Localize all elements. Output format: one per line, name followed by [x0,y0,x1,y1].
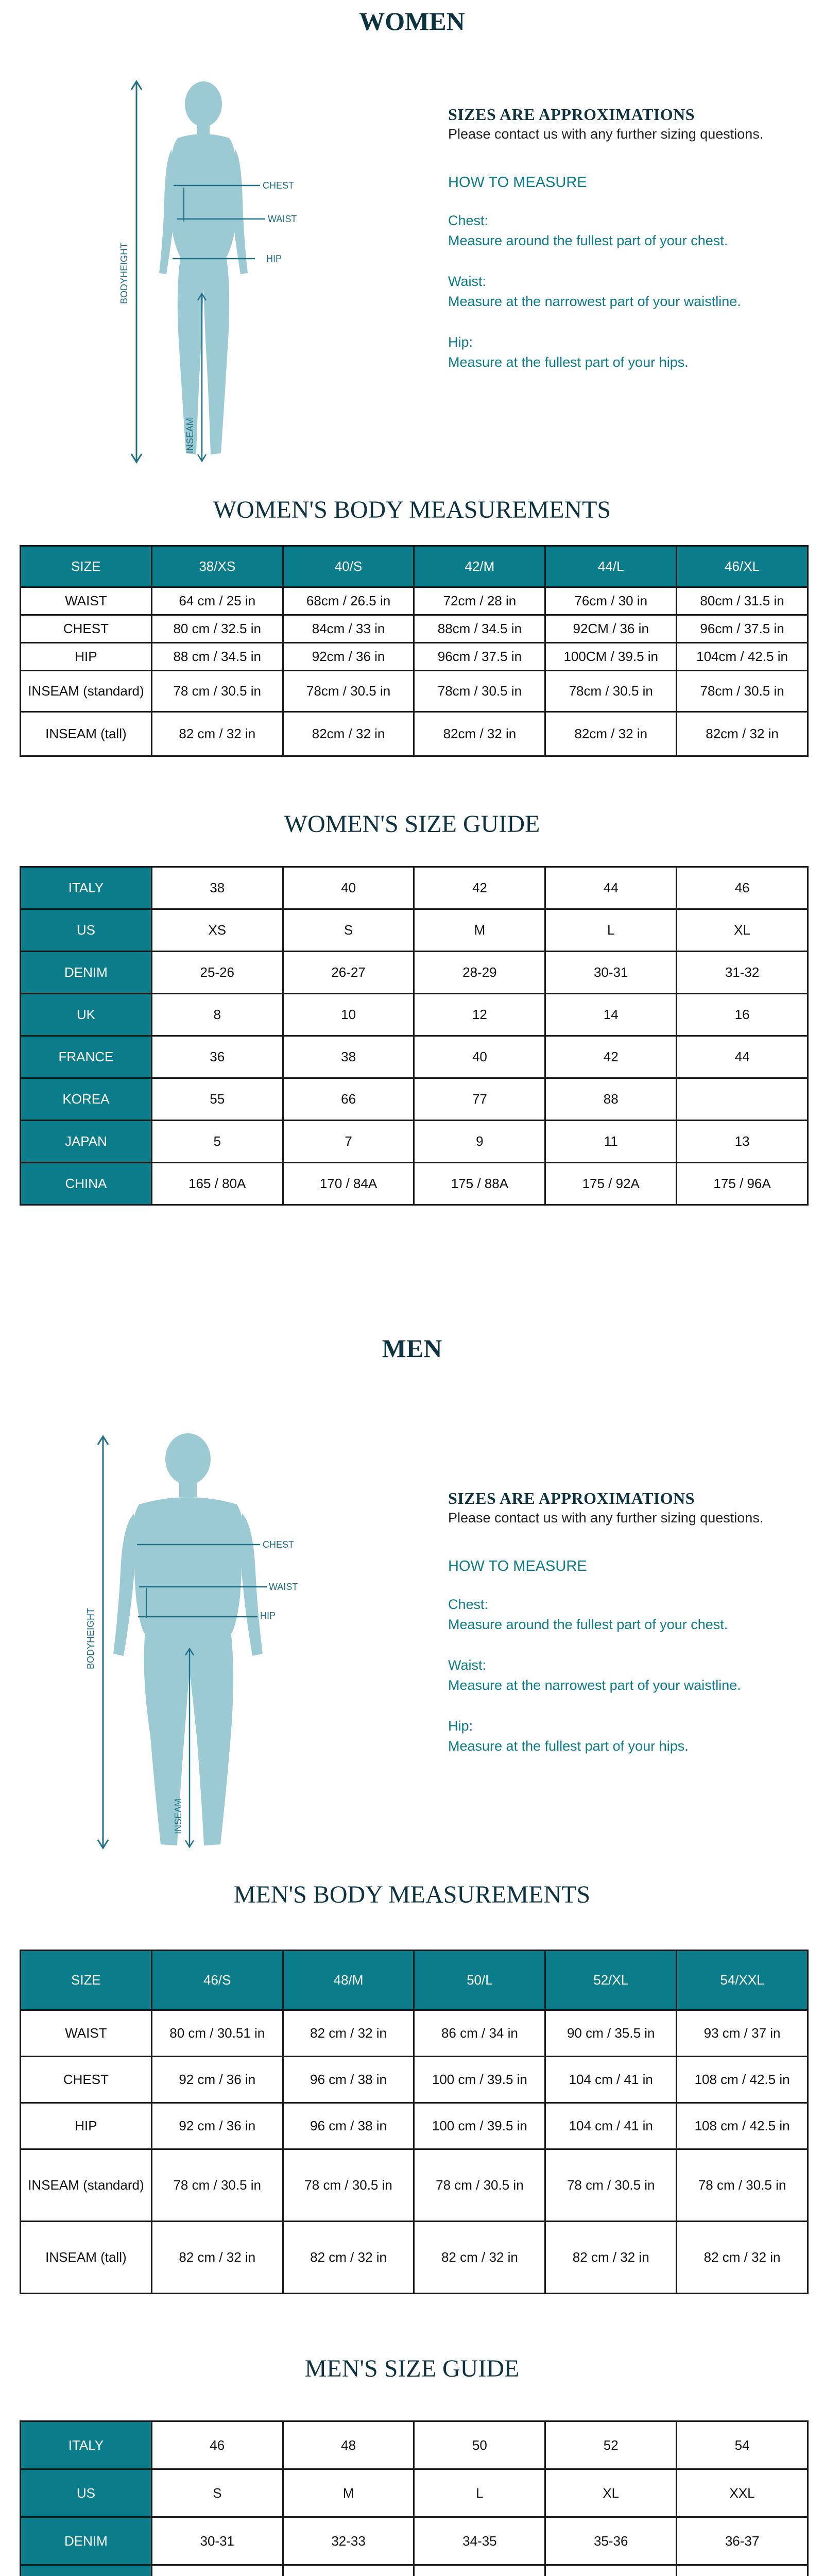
table-cell: 9 [414,1121,545,1163]
table-cell: 86 cm / 34 in [414,2010,545,2057]
men-chest-label: CHEST [263,1539,295,1550]
table-row [21,615,808,643]
men-hip-label: HIP [260,1611,276,1621]
row-label: INSEAM (standard) [21,671,152,712]
table-row [21,643,808,671]
table-cell: 170 / 84A [283,1163,414,1205]
table-header-row [21,546,808,587]
table-cell: 82 cm / 32 in [545,2222,677,2294]
table-cell: 55 [151,1078,283,1121]
table-cell: 82cm / 32 in [283,712,414,756]
table-cell [545,2565,677,2576]
table-cell: 40 [414,1036,545,1078]
header-cell: 40/S [283,546,414,587]
table-cell: 82 cm / 32 in [151,2222,283,2294]
table-cell: 11 [545,1121,677,1163]
row-label: DENIM [21,2517,152,2565]
header-cell: 42/M [414,546,545,587]
men-inseam-label: INSEAM [173,1798,183,1834]
table-cell: 50 [414,2421,545,2469]
table-cell: 78cm / 30.5 in [677,671,808,712]
table-row [21,1078,808,1121]
row-label: CHEST [21,615,152,643]
row-label: INSEAM (standard) [21,2149,152,2222]
women-chest-desc: Measure around the fullest part of your chest. [448,233,728,248]
row-label: HIP [21,2103,152,2149]
table-cell: 92 cm / 36 in [151,2057,283,2103]
table-cell: 175 / 96A [677,1163,808,1205]
men-body-title: MEN'S BODY MEASUREMENTS [233,1881,591,1908]
table-cell: 78 cm / 30.5 in [283,2149,414,2222]
row-label: INSEAM (tall) [21,2222,152,2294]
men-contact-text: Please contact us with any further sizing questions. [448,1510,764,1526]
table-cell: XL [677,909,808,952]
table-cell: 48 [283,2421,414,2469]
table-cell: M [283,2469,414,2517]
table-row [21,2057,808,2103]
table-cell [283,2565,414,2576]
table-row [21,1121,808,1163]
table-cell: 92CM / 36 in [545,615,677,643]
men-body-table [20,1950,809,2294]
table-cell: 96cm / 37.5 in [414,643,545,671]
row-label: KOREA [21,1078,152,1121]
table-cell: L [545,909,677,952]
table-cell: 84cm / 33 in [283,615,414,643]
table-cell: 104 cm / 41 in [545,2103,677,2149]
men-guide-title: MEN'S SIZE GUIDE [304,2355,520,2382]
header-cell: 52/XL [545,1951,677,2010]
table-row [21,994,808,1036]
table-cell [677,1078,808,1121]
men-body-figure [82,1427,324,1855]
table-cell: 34-35 [414,2517,545,2565]
table-cell: 92 cm / 36 in [151,2103,283,2149]
header-cell: 54/XXL [677,1951,808,2010]
women-waist-desc: Measure at the narrowest part of your waistline. [448,294,741,309]
table-cell: 165 / 80A [151,1163,283,1205]
women-hip-desc: Measure at the fullest part of your hips. [448,354,689,370]
table-cell: 93 cm / 37 in [677,2010,808,2057]
women-body-table [20,545,809,757]
women-chest-heading: Chest: [448,213,489,228]
table-cell: M [414,909,545,952]
table-cell: 30-31 [545,952,677,994]
table-header-row [21,1951,808,2010]
table-cell: 64 cm / 25 in [151,587,283,615]
women-guide-title: WOMEN'S SIZE GUIDE [284,810,540,838]
table-cell: 14 [545,994,677,1036]
table-row [21,2421,808,2469]
table-cell: 38 [283,1036,414,1078]
row-label: UK [21,994,152,1036]
table-cell: 78cm / 30.5 in [283,671,414,712]
table-cell: 82 cm / 32 in [283,2010,414,2057]
table-row [21,2565,808,2576]
table-cell: 32-33 [283,2517,414,2565]
row-label: DENIM [21,952,152,994]
women-approx-heading: SIZES ARE APPROXIMATIONS [448,105,695,124]
table-cell: 88 [545,1078,677,1121]
row-label: WAIST [21,587,152,615]
table-row [21,1036,808,1078]
table-row [21,1163,808,1205]
women-inseam-label: INSEAM [185,417,195,453]
table-row [21,952,808,994]
table-cell: 52 [545,2421,677,2469]
women-how-to-measure: HOW TO MEASURE [448,174,587,191]
women-chest-label: CHEST [263,180,295,191]
table-cell: 16 [677,994,808,1036]
table-cell: 78 cm / 30.5 in [151,671,283,712]
women-contact-text: Please contact us with any further sizing questions. [448,126,764,142]
table-cell: 100CM / 39.5 in [545,643,677,671]
table-cell: 108 cm / 42.5 in [677,2103,808,2149]
table-cell: 44 [545,867,677,909]
men-waist-heading: Waist: [448,1657,486,1673]
table-row [21,867,808,909]
men-hip-heading: Hip: [448,1718,473,1734]
row-label: CHINA [21,1163,152,1205]
header-cell: 50/L [414,1951,545,2010]
table-cell: 77 [414,1078,545,1121]
table-cell: 36-37 [677,2517,808,2565]
table-cell: 108 cm / 42.5 in [677,2057,808,2103]
table-cell: 31-32 [677,952,808,994]
table-row [21,2010,808,2057]
table-cell: XL [545,2469,677,2517]
table-cell: 13 [677,1121,808,1163]
table-cell: XXL [677,2469,808,2517]
table-cell: 175 / 88A [414,1163,545,1205]
table-cell: 88cm / 34.5 in [414,615,545,643]
men-bodyheight-label: BODYHEIGHT [85,1607,96,1669]
table-cell: 82 cm / 32 in [283,2222,414,2294]
table-cell: 68cm / 26.5 in [283,587,414,615]
table-cell: 92cm / 36 in [283,643,414,671]
table-cell: 42 [545,1036,677,1078]
table-cell: 40 [283,867,414,909]
table-cell: XS [151,909,283,952]
table-cell: 96 cm / 38 in [283,2103,414,2149]
table-cell: 80cm / 31.5 in [677,587,808,615]
table-cell: 90 cm / 35.5 in [545,2010,677,2057]
women-body-title: WOMEN'S BODY MEASUREMENTS [213,496,611,523]
table-cell: 100 cm / 39.5 in [414,2103,545,2149]
row-label: JAPAN [21,1121,152,1163]
row-label: ITALY [21,2421,152,2469]
table-cell: 96cm / 37.5 in [677,615,808,643]
table-cell: 42 [414,867,545,909]
table-cell: 76cm / 30 in [545,587,677,615]
women-waist-heading: Waist: [448,274,486,289]
table-row [21,671,808,712]
table-cell: 82cm / 32 in [414,712,545,756]
table-cell: 82cm / 32 in [677,712,808,756]
table-cell: 25-26 [151,952,283,994]
table-cell: 44 [677,1036,808,1078]
table-cell: 78 cm / 30.5 in [677,2149,808,2222]
row-label: FRANCE [21,1036,152,1078]
men-how-to-measure: HOW TO MEASURE [448,1558,587,1574]
row-label: US [21,2469,152,2517]
table-cell: 46 [151,2421,283,2469]
table-cell: 78 cm / 30.5 in [545,2149,677,2222]
table-cell: 88 cm / 34.5 in [151,643,283,671]
table-cell: 28-29 [414,952,545,994]
table-cell: 96 cm / 38 in [283,2057,414,2103]
men-hip-desc: Measure at the fullest part of your hips. [448,1738,689,1754]
table-cell: 104 cm / 41 in [545,2057,677,2103]
table-cell [677,2565,808,2576]
table-cell: L [414,2469,545,2517]
table-row [21,2149,808,2222]
header-cell: SIZE [21,546,152,587]
table-cell: 100 cm / 39.5 in [414,2057,545,2103]
header-cell: 44/L [545,546,677,587]
table-cell: 36 [151,1036,283,1078]
table-cell [414,2565,545,2576]
header-cell: 46/XL [677,546,808,587]
table-cell: 78cm / 30.5 in [545,671,677,712]
table-cell: 175 / 92A [545,1163,677,1205]
table-cell: 80 cm / 30.51 in [151,2010,283,2057]
men-approx-heading: SIZES ARE APPROXIMATIONS [448,1489,695,1507]
table-cell: 82cm / 32 in [545,712,677,756]
table-cell: 104cm / 42.5 in [677,643,808,671]
table-cell: 8 [151,994,283,1036]
header-cell: SIZE [21,1951,152,2010]
table-cell: 38 [151,867,283,909]
row-label: HIP [21,643,152,671]
header-cell: 38/XS [151,546,283,587]
women-hip-label: HIP [266,253,282,264]
men-chest-desc: Measure around the fullest part of your chest. [448,1617,728,1632]
table-cell: S [151,2469,283,2517]
table-row [21,909,808,952]
table-cell: 78 cm / 30.5 in [414,2149,545,2222]
table-cell: 78cm / 30.5 in [414,671,545,712]
table-cell: 7 [283,1121,414,1163]
women-bodyheight-label: BODYHEIGHT [119,242,129,304]
table-row [21,2469,808,2517]
header-cell: 48/M [283,1951,414,2010]
women-size-guide-table [20,866,809,1206]
men-waist-desc: Measure at the narrowest part of your waistline. [448,1677,741,1693]
row-label: INSEAM (tall) [21,712,152,756]
men-waist-label: WAIST [269,1582,298,1592]
table-cell: 78 cm / 30.5 in [151,2149,283,2222]
header-cell: 46/S [151,1951,283,2010]
table-cell [151,2565,283,2576]
table-cell: 26-27 [283,952,414,994]
table-cell: 30-31 [151,2517,283,2565]
table-row [21,2222,808,2294]
table-cell: 80 cm / 32.5 in [151,615,283,643]
women-waist-label: WAIST [268,214,297,224]
row-label [21,2565,152,2576]
table-row [21,2103,808,2149]
table-cell: 46 [677,867,808,909]
table-row [21,712,808,756]
men-chest-heading: Chest: [448,1597,489,1612]
women-info-panel [448,105,763,370]
table-cell: S [283,909,414,952]
men-info-panel [448,1489,763,1754]
table-row [21,587,808,615]
women-hip-heading: Hip: [448,334,473,350]
table-cell: 35-36 [545,2517,677,2565]
women-title: WOMEN [359,7,465,36]
row-label: WAIST [21,2010,152,2057]
table-cell: 82 cm / 32 in [151,712,283,756]
table-cell: 5 [151,1121,283,1163]
table-cell: 54 [677,2421,808,2469]
women-body-figure [116,72,301,474]
table-cell: 66 [283,1078,414,1121]
men-size-guide-table [20,2420,809,2576]
table-cell: 72cm / 28 in [414,587,545,615]
table-cell: 12 [414,994,545,1036]
row-label: US [21,909,152,952]
table-row [21,2517,808,2565]
table-cell: 10 [283,994,414,1036]
men-title: MEN [382,1334,442,1363]
row-label: ITALY [21,867,152,909]
table-cell: 82 cm / 32 in [677,2222,808,2294]
row-label: CHEST [21,2057,152,2103]
table-cell: 82 cm / 32 in [414,2222,545,2294]
